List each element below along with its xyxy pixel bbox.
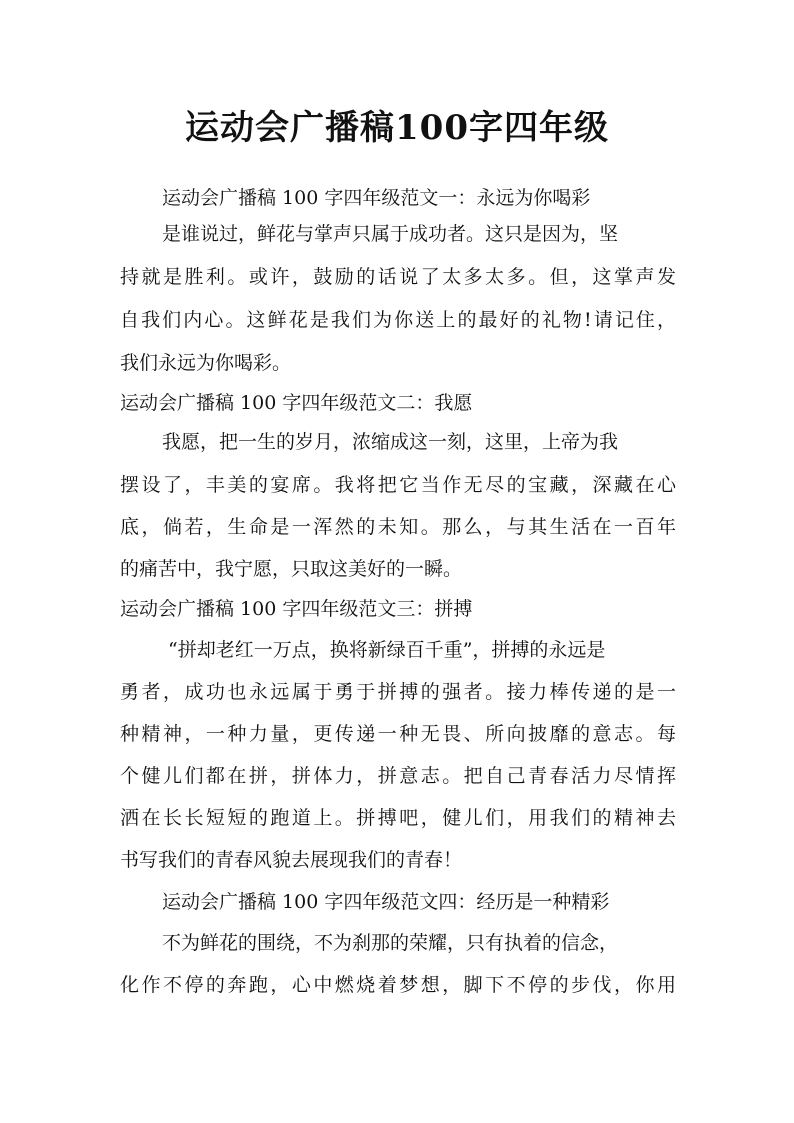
paragraph-line: 摆设了，丰美的宴席。我将把它当作无尽的宝藏，深藏在心 [120, 474, 676, 496]
section-heading-3: 运动会广播稿 100 字四年级范文三：拼搏 [120, 598, 473, 620]
paragraph-line: 底，倘若，生命是一浑然的未知。那么，与其生活在一百年 [120, 516, 676, 538]
paragraph-line: 书写我们的青春风貌去展现我们的青春！ [120, 849, 463, 871]
paragraph-line: “拼却老红一万点，换将新绿百千重”，拼搏的永远是 [168, 639, 606, 661]
document-title: 运动会广播稿100字四年级 [185, 108, 609, 148]
paragraph-line: 持就是胜利。或许，鼓励的话说了太多太多。但，这掌声发 [120, 266, 676, 288]
paragraph-line: 不为鲜花的围绕，不为刹那的荣耀，只有执着的信念， [162, 932, 619, 954]
section-heading-4: 运动会广播稿 100 字四年级范文四：经历是一种精彩 [162, 891, 610, 913]
paragraph-line: 自我们内心。这鲜花是我们为你送上的最好的礼物!请记住， [120, 309, 676, 331]
paragraph-line: 种精神，一种力量，更传递一种无畏、所向披靡的意志。每 [120, 723, 676, 745]
section-heading-1: 运动会广播稿 100 字四年级范文一：永远为你喝彩 [162, 187, 591, 209]
paragraph-line: 个健儿们都在拼，拼体力，拼意志。把自己青春活力尽情挥 [120, 765, 676, 787]
paragraph-line: 洒在长长短短的跑道上。拼搏吧，健儿们，用我们的精神去 [120, 807, 676, 829]
paragraph-line: 我愿，把一生的岁月，浓缩成这一刻，这里，上帝为我 [162, 431, 619, 453]
paragraph-line: 我们永远为你喝彩。 [120, 352, 292, 374]
paragraph-line: 勇者，成功也永远属于勇于拼搏的强者。接力棒传递的是一 [120, 681, 676, 703]
paragraph-line: 是谁说过，鲜花与掌声只属于成功者。这只是因为，坚 [162, 223, 619, 245]
paragraph-line: 化作不停的奔跑，心中燃烧着梦想，脚下不停的步伐，你用 [120, 974, 676, 996]
paragraph-line: 的痛苦中，我宁愿，只取这美好的一瞬。 [120, 558, 463, 580]
section-heading-2: 运动会广播稿 100 字四年级范文二：我愿 [120, 392, 473, 414]
